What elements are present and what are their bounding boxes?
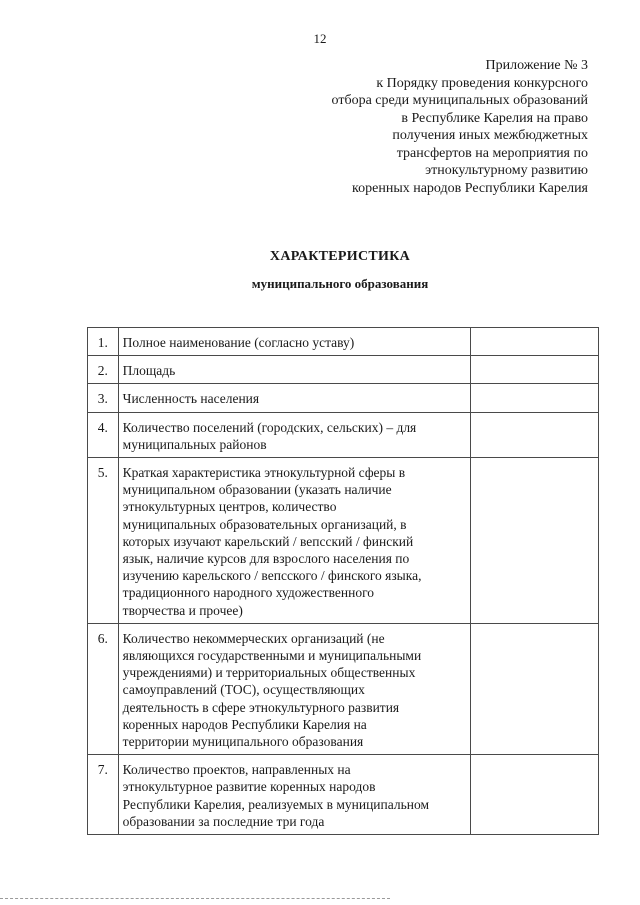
table-row: [88, 328, 599, 356]
appendix-line: к Порядку проведения конкурсного: [376, 75, 588, 91]
row-value-cell[interactable]: [471, 458, 599, 624]
row-description-line: муниципальных образовательных организаций, в: [122, 516, 407, 532]
page-number: 12: [313, 31, 327, 46]
appendix-line: коренных народов Республики Карелия: [352, 180, 588, 196]
row-number: 7.: [88, 755, 119, 835]
row-number: 5.: [88, 458, 119, 624]
table-row: [88, 623, 599, 754]
characteristics-table: [87, 327, 599, 835]
row-description-line: Численность населения: [122, 391, 260, 407]
appendix-line: получения иных межбюджетных: [392, 128, 588, 143]
row-description-line: творчества и прочее): [122, 602, 243, 618]
row-value-cell[interactable]: [471, 623, 599, 754]
row-description-line: территории муниципального образования: [122, 734, 364, 750]
row-value-cell[interactable]: [471, 384, 599, 412]
footer-divider: [0, 898, 390, 899]
row-description-line: Количество проектов, направленных на: [122, 762, 351, 778]
row-number: 4.: [88, 412, 119, 457]
row-description-line: этнокультурное развитие коренных народов: [122, 779, 376, 795]
appendix-line: отбора среди муниципальных образований: [331, 93, 588, 108]
row-description: [118, 623, 471, 754]
row-description-line: Площадь: [122, 363, 176, 379]
table-row: [88, 384, 599, 412]
row-number: 3.: [88, 384, 119, 412]
row-description-line: язык, наличие курсов для взрослого населения по: [122, 551, 410, 567]
row-description: [118, 755, 471, 835]
row-description-line: Количество некоммерческих организаций (не: [122, 630, 385, 646]
document-title: ХАРАКТЕРИСТИКА: [269, 249, 411, 264]
row-description: [118, 412, 471, 457]
row-description-line: самоуправлений (ТОС), осуществляющих: [122, 682, 365, 698]
row-description-line: этнокультурных центров, количество: [122, 499, 337, 515]
row-description-line: которых изучают карельский / вепсский / финский: [122, 533, 414, 549]
row-description-line: образовании за последние три года: [122, 813, 325, 829]
appendix-line: в Республике Карелия на право: [401, 110, 588, 126]
row-description-line: Полное наименование (согласно уставу): [122, 335, 355, 350]
appendix-header: [332, 57, 588, 197]
row-description-line: Республики Карелия, реализуемых в муниципальном: [122, 796, 430, 812]
row-value-cell[interactable]: [471, 755, 599, 835]
table-row: [88, 412, 599, 457]
document-subtitle: муниципального образования: [251, 276, 429, 291]
row-value-cell[interactable]: [471, 328, 599, 356]
appendix-line: этнокультурному развитию: [425, 163, 588, 178]
table-row: [88, 458, 599, 624]
row-description: [118, 458, 471, 624]
row-description-line: Количество поселений (городских, сельских) – для: [122, 419, 417, 435]
row-value-cell[interactable]: [471, 356, 599, 384]
table-row: [88, 356, 599, 384]
row-description-line: муниципальном образовании (указать наличие: [122, 482, 392, 498]
row-description-line: традиционного народного художественного: [122, 585, 375, 601]
row-description-line: являющихся государственными и муниципальными: [122, 648, 422, 664]
appendix-line: Приложение № 3: [485, 58, 588, 73]
row-number: 1.: [88, 328, 119, 356]
row-description-line: деятельность в сфере этнокультурного развития: [122, 699, 400, 715]
row-value-cell[interactable]: [471, 412, 599, 457]
row-description-line: коренных народов Республики Карелия на: [122, 716, 367, 732]
row-description: [118, 328, 471, 356]
row-description-line: учреждениями) и территориальных общественных: [122, 665, 416, 681]
row-description: [118, 384, 471, 412]
row-description: [118, 356, 471, 384]
row-description-line: муниципальных районов: [122, 436, 267, 452]
row-description-line: изучению карельского / вепсского / финского языка,: [122, 568, 422, 584]
row-description-line: Краткая характеристика этнокультурной сферы в: [122, 465, 406, 481]
row-number: 2.: [88, 356, 119, 384]
table-row: [88, 755, 599, 835]
appendix-line: трансфертов на мероприятия по: [396, 145, 588, 161]
row-number: 6.: [88, 623, 119, 754]
